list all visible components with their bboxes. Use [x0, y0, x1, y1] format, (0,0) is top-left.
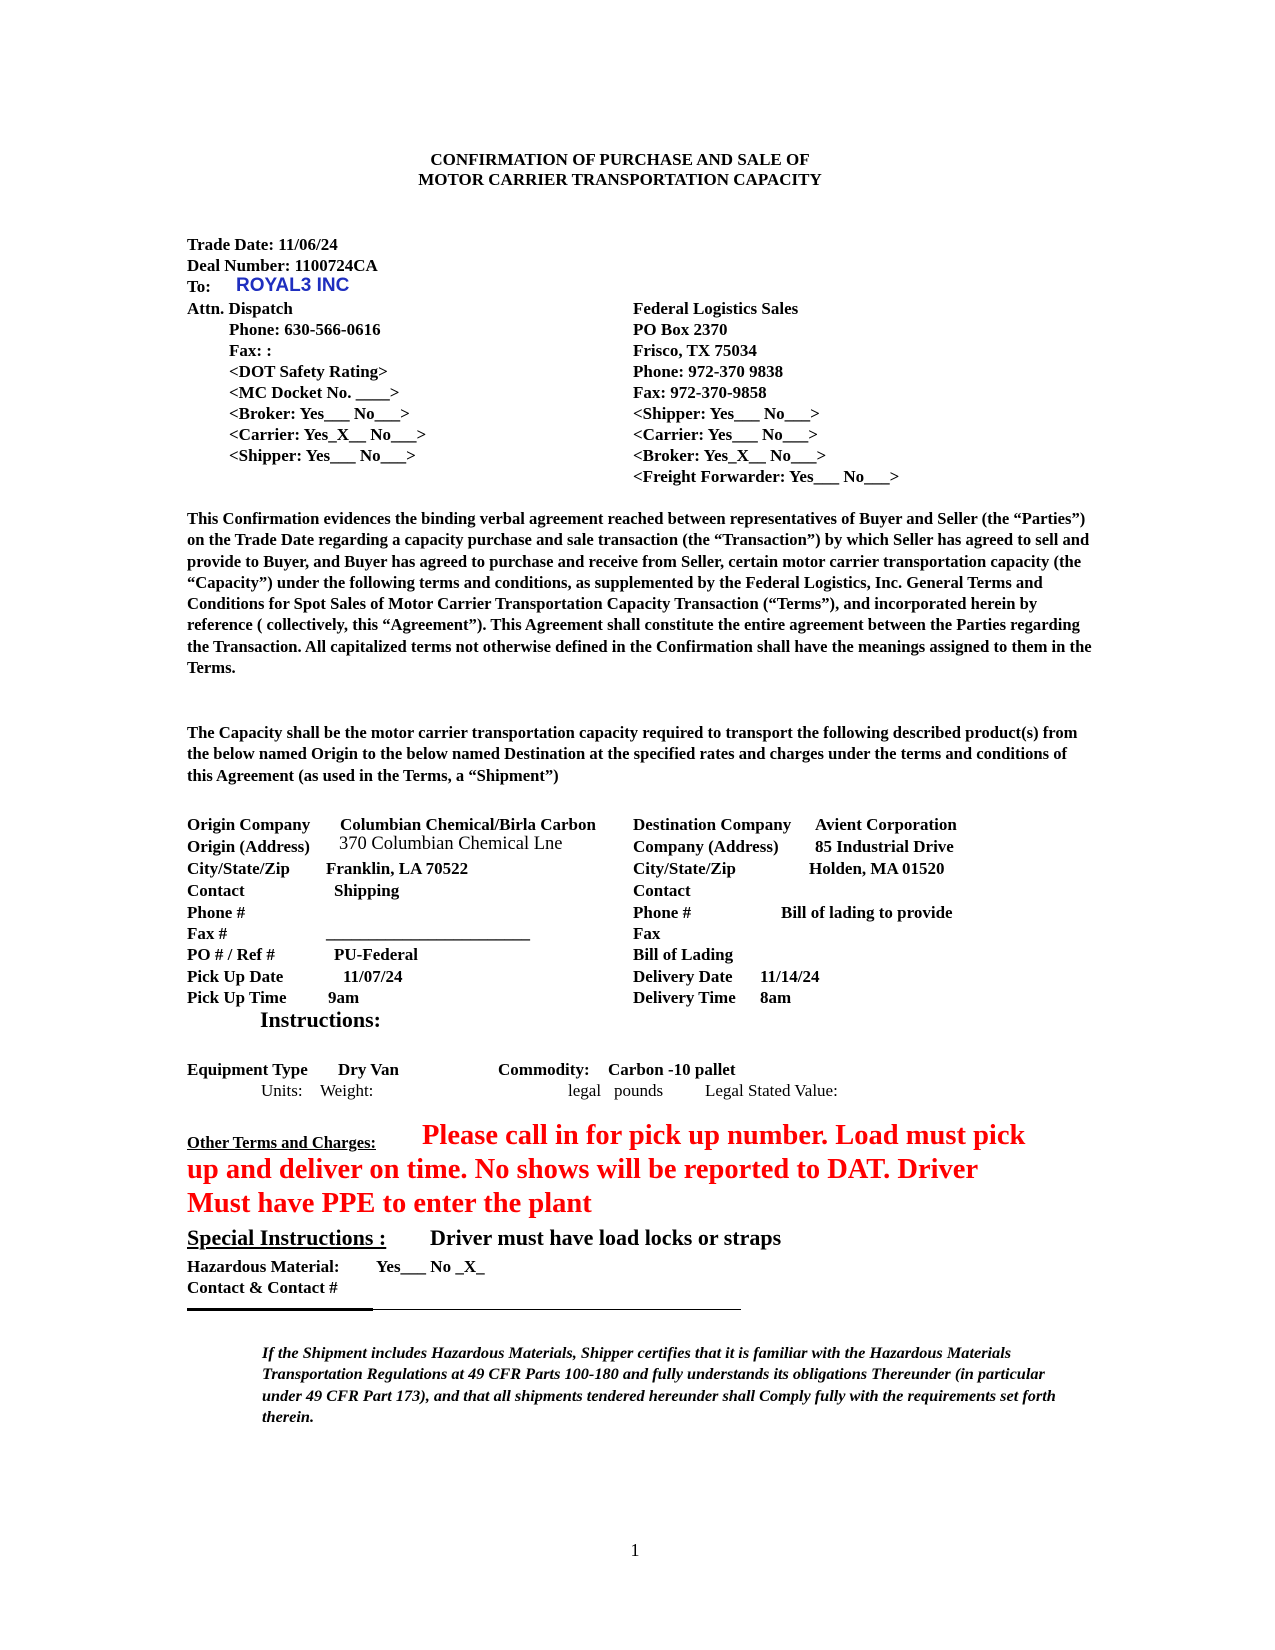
- destination-bol-label: Bill of Lading: [633, 945, 734, 964]
- document-title-line1: CONFIRMATION OF PURCHASE AND SALE OF: [430, 150, 810, 169]
- origin-address-label: Origin (Address): [187, 837, 310, 856]
- origin-fax-label: Fax #: [187, 924, 228, 943]
- capacity-paragraph: The Capacity shall be the motor carrier transportation capacity required to transport the following described product(s) from the below named Origin to the below named Destination at the specified rates and charges under the terms and conditions of this Agreement (as used in the Terms, a “Shipment”): [187, 723, 1078, 785]
- origin-pickup-date-value: 11/07/24: [343, 967, 403, 986]
- seller-freight-forwarder: <Freight Forwarder: Yes___ No___>: [633, 467, 900, 486]
- origin-address-value: 370 Columbian Chemical Lne: [339, 834, 563, 854]
- seller-phone: Phone: 972-370 9838: [633, 362, 784, 381]
- legal-label: legal: [568, 1081, 602, 1100]
- special-instructions-label: Special Instructions :: [187, 1225, 387, 1250]
- buyer-broker: <Broker: Yes___ No___>: [229, 404, 410, 423]
- destination-phone-value: Bill of lading to provide: [781, 903, 953, 922]
- destination-phone-label: Phone #: [633, 903, 692, 922]
- special-instructions-value: Driver must have load locks or straps: [430, 1225, 782, 1250]
- destination-company-label: Destination Company: [633, 815, 792, 834]
- weight-label: Weight:: [320, 1081, 374, 1100]
- commodity-value: Carbon -10 pallet: [608, 1060, 736, 1079]
- instructions-heading: Instructions:: [260, 1007, 382, 1032]
- buyer-fax: Fax: :: [229, 341, 272, 360]
- destination-delivery-date-label: Delivery Date: [633, 967, 733, 986]
- destination-city-label: City/State/Zip: [633, 859, 736, 878]
- deal-number: Deal Number: 1100724CA: [187, 256, 378, 275]
- origin-phone-label: Phone #: [187, 903, 246, 922]
- buyer-mc-docket: <MC Docket No. ____>: [229, 383, 400, 402]
- origin-contact-label: Contact: [187, 881, 245, 900]
- seller-city: Frisco, TX 75034: [633, 341, 757, 360]
- seller-carrier: <Carrier: Yes___ No___>: [633, 425, 818, 444]
- origin-company-label: Origin Company: [187, 815, 311, 834]
- signature-rule-thin: [373, 1309, 741, 1310]
- destination-address-label: Company (Address): [633, 837, 779, 856]
- buyer-attn: Attn. Dispatch: [187, 299, 293, 318]
- pounds-label: pounds: [614, 1081, 664, 1100]
- origin-pickup-time-value: 9am: [328, 988, 360, 1007]
- destination-fax-label: Fax: [633, 924, 661, 943]
- seller-shipper: <Shipper: Yes___ No___>: [633, 404, 820, 423]
- destination-city-value: Holden, MA 01520: [809, 859, 945, 878]
- hazmat-value: Yes___ No _X_: [376, 1257, 485, 1276]
- seller-fax: Fax: 972-370-9858: [633, 383, 767, 402]
- commodity-label: Commodity:: [498, 1060, 590, 1079]
- page-number: 1: [630, 1540, 640, 1560]
- document-title-line2: MOTOR CARRIER TRANSPORTATION CAPACITY: [418, 170, 822, 189]
- units-label: Units:: [261, 1081, 303, 1100]
- destination-contact-label: Contact: [633, 881, 691, 900]
- hazmat-label: Hazardous Material:: [187, 1257, 340, 1276]
- other-terms-line3: Must have PPE to enter the plant: [187, 1188, 592, 1219]
- other-terms-label: Other Terms and Charges:: [187, 1133, 376, 1152]
- other-terms-line1: Please call in for pick up number. Load must pick: [422, 1120, 1026, 1151]
- equipment-type-value: Dry Van: [338, 1060, 399, 1079]
- origin-pickup-date-label: Pick Up Date: [187, 967, 284, 986]
- confirmation-paragraph: This Confirmation evidences the binding verbal agreement reached between representatives of Buyer and Seller (the “Parties”) on the Trade Date regarding a capacity purchase and sale transaction (the “Transaction”) by which Seller has agreed to sell and provide to Buyer, and Buyer has agreed to purchase and receive from Seller, certain motor carrier transportation capacity (the “Capacity”) under the following terms and conditions, as supplemented by the Federal Logistics, Inc. General Terms and Conditions for Spot Sales of Motor Carrier Transportation Capacity Transaction (“Terms”), and incorporated herein by reference ( collectively, this “Agreement”). This Agreement shall constitute the entire agreement between the Parties regarding the Transaction. All capitalized terms not otherwise defined in the Confirmation shall have the meanings assigned to them in the Terms.: [187, 509, 1092, 678]
- signature-rule-thick: [187, 1308, 373, 1311]
- destination-delivery-time-value: 8am: [760, 988, 792, 1007]
- equipment-type-label: Equipment Type: [187, 1060, 308, 1079]
- stated-value-label: Legal Stated Value:: [705, 1081, 838, 1100]
- trade-date: Trade Date: 11/06/24: [187, 235, 338, 254]
- hazmat-notice: If the Shipment includes Hazardous Materials, Shipper certifies that it is familiar with the Hazardous Materials Transportation Regulations at 49 CFR Parts 100-180 and fully understands its obligations Thereunder (in particular under 49 CFR Part 173), and that all shipments tendered hereunder shall Comply fully with the requirements set forth therein.: [262, 1343, 1056, 1427]
- seller-name: Federal Logistics Sales: [633, 299, 799, 318]
- origin-pickup-time-label: Pick Up Time: [187, 988, 287, 1007]
- seller-broker: <Broker: Yes_X__ No___>: [633, 446, 827, 465]
- buyer-dot-rating: <DOT Safety Rating>: [229, 362, 388, 381]
- origin-company-value: Columbian Chemical/Birla Carbon: [340, 815, 596, 834]
- destination-company-value: Avient Corporation: [815, 815, 957, 834]
- origin-contact-value: Shipping: [334, 881, 400, 900]
- origin-city-label: City/State/Zip: [187, 859, 290, 878]
- destination-delivery-date-value: 11/14/24: [760, 967, 820, 986]
- to-label: To:: [187, 277, 211, 296]
- buyer-carrier: <Carrier: Yes_X__ No___>: [229, 425, 427, 444]
- origin-po-value: PU-Federal: [334, 945, 419, 964]
- destination-delivery-time-label: Delivery Time: [633, 988, 736, 1007]
- contact-label: Contact & Contact #: [187, 1278, 338, 1297]
- to-company: ROYAL3 INC: [236, 275, 350, 296]
- origin-po-label: PO # / Ref #: [187, 945, 275, 964]
- seller-po-box: PO Box 2370: [633, 320, 728, 339]
- buyer-phone: Phone: 630-566-0616: [229, 320, 381, 339]
- other-terms-line2: up and deliver on time. No shows will be reported to DAT. Driver: [187, 1154, 979, 1185]
- destination-address-value: 85 Industrial Drive: [815, 837, 954, 856]
- buyer-shipper: <Shipper: Yes___ No___>: [229, 446, 416, 465]
- origin-fax-line: ________________________: [326, 923, 530, 942]
- origin-city-value: Franklin, LA 70522: [326, 859, 469, 878]
